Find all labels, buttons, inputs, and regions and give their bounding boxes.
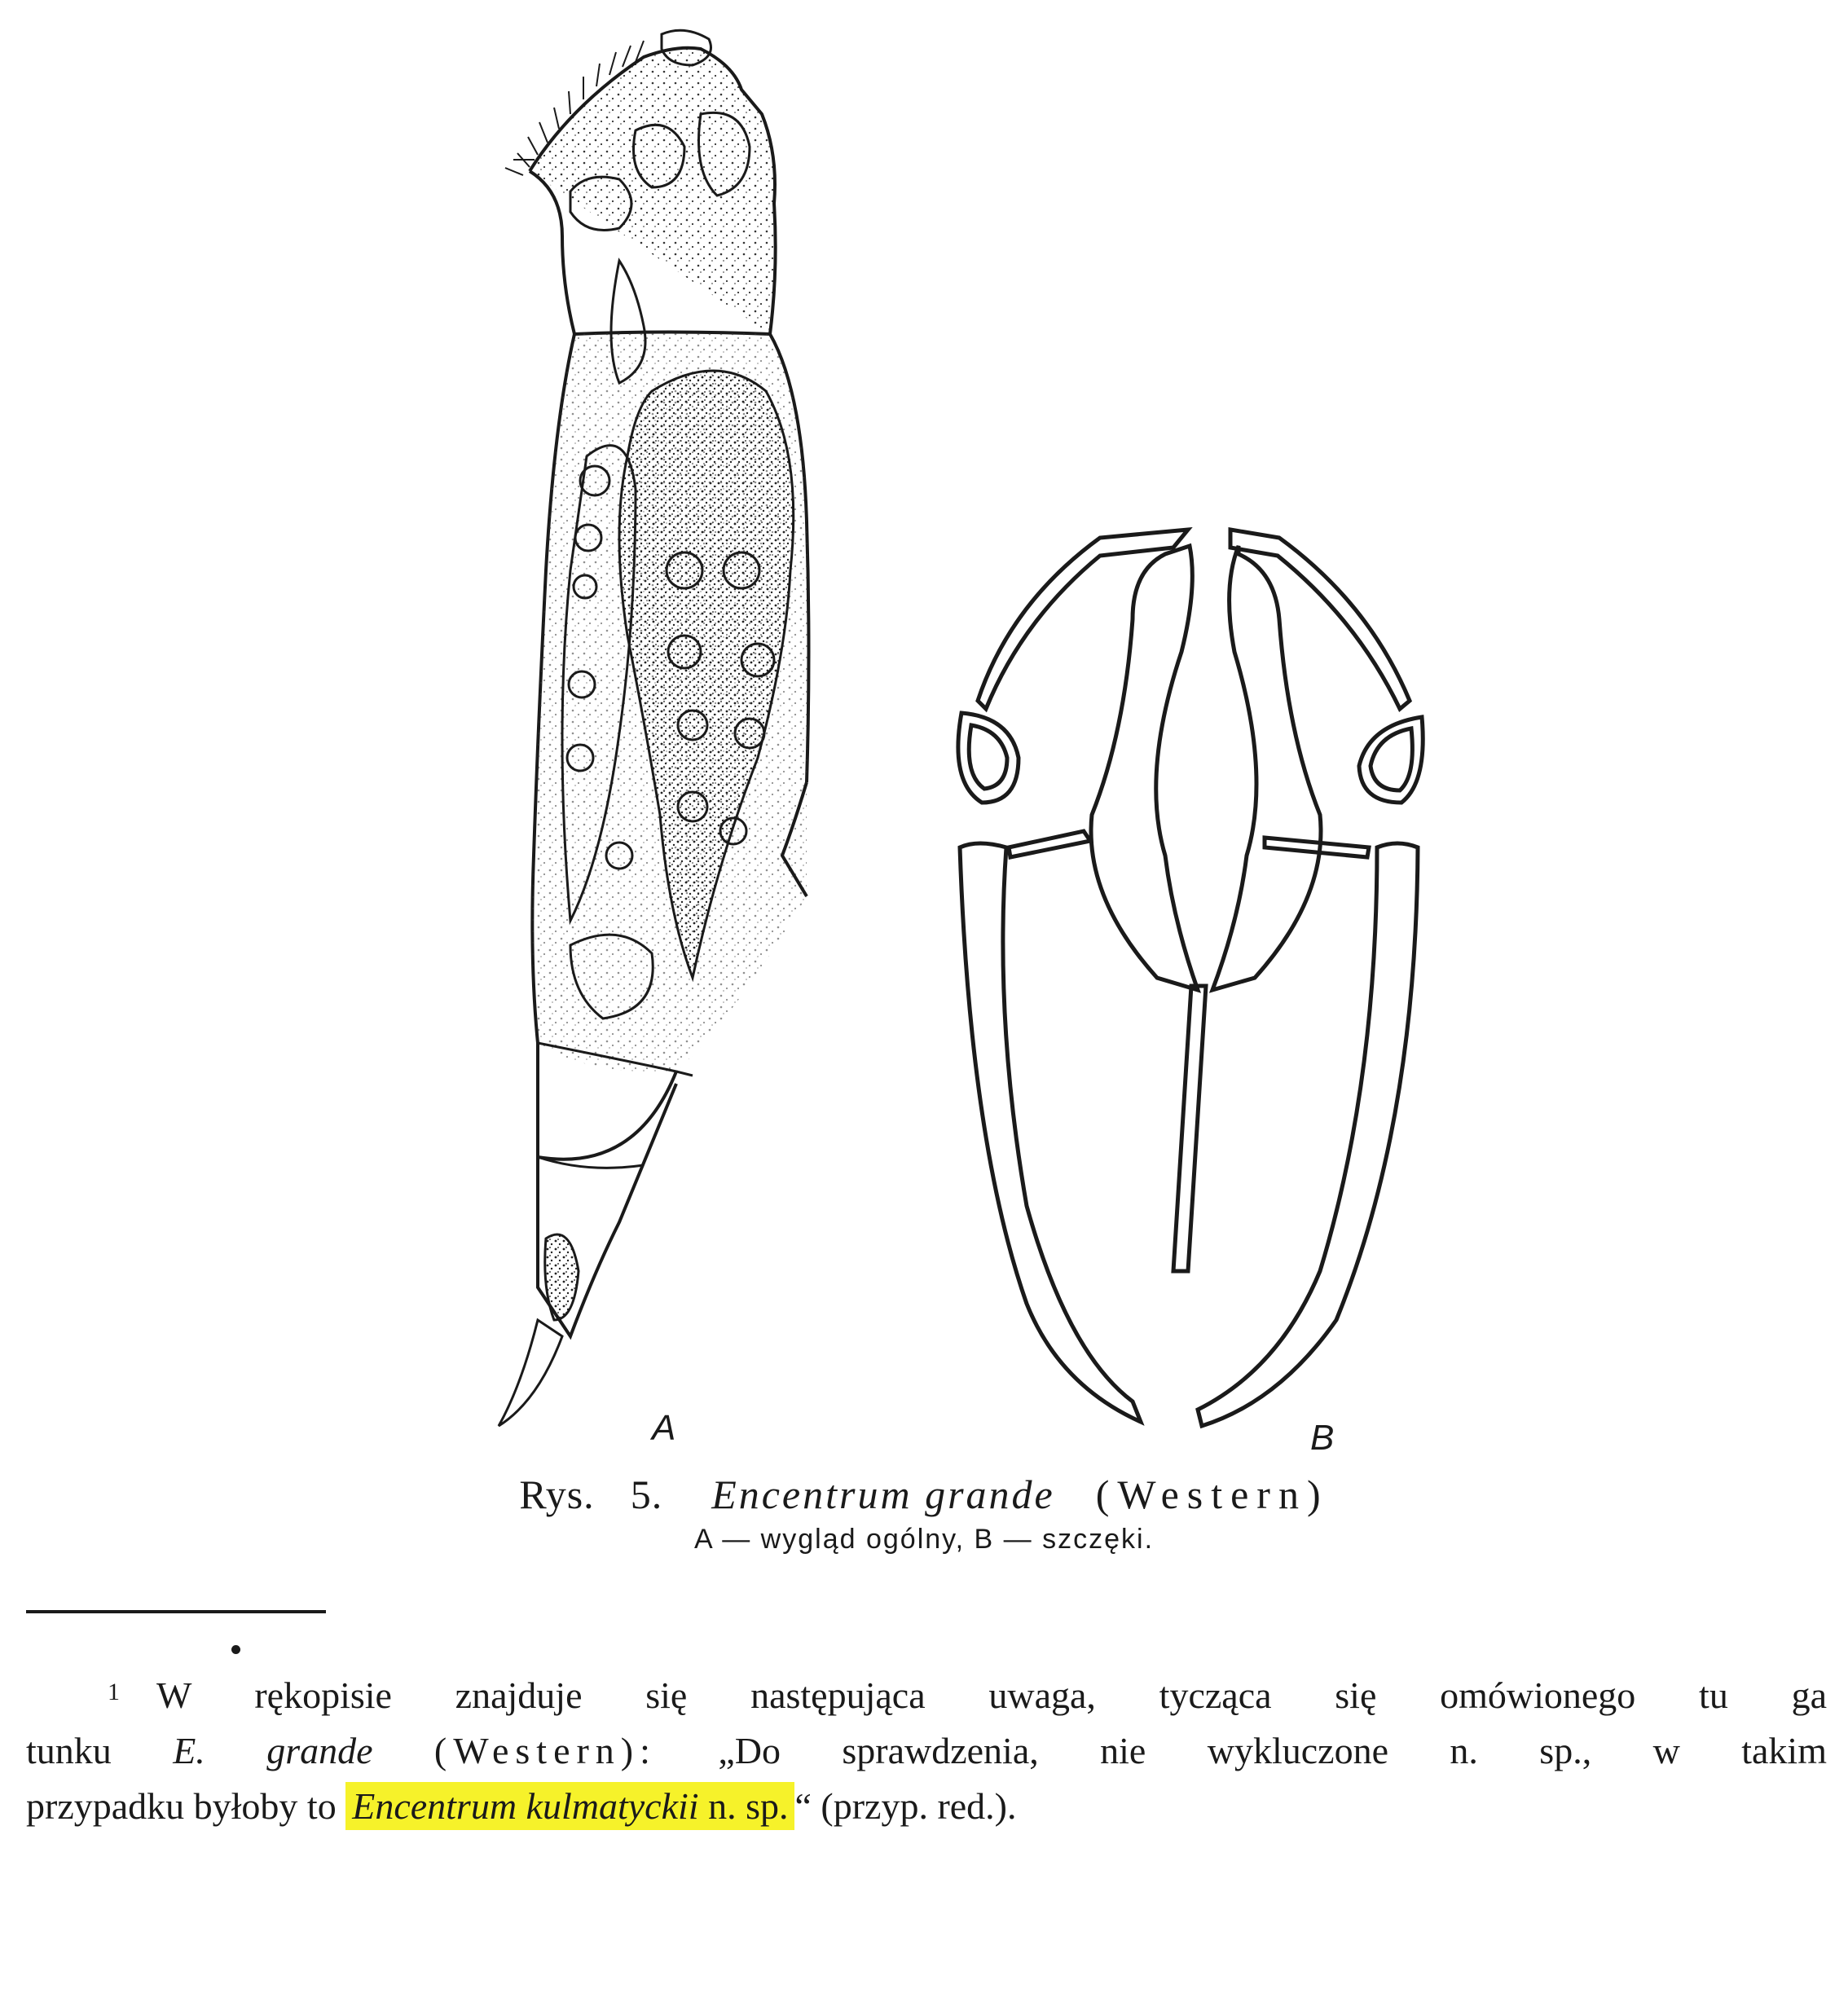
footnote-line2-author: (Western): [433,1730,657,1771]
footnote-dot [231,1645,240,1654]
caption-species: Encentrum grande [711,1472,1055,1517]
footnote-line3-suffix: “ (przyp. red.). [794,1785,1017,1827]
footnote-line-2 [26,1724,1827,1778]
footnote-line-3 [26,1780,1827,1833]
footnote-line3-prefix: przypadku byłoby to [26,1785,337,1827]
subcaption-a: A — wygląd ogólny, [693,1524,966,1555]
footnote-line2-prefix: tunku [26,1730,112,1771]
rotifer-body-drawing [499,30,809,1426]
footnote-rule [26,1610,326,1613]
caption-prefix: Rys. [519,1472,595,1517]
panel-b-label: B [1310,1418,1335,1458]
subcaption-b: B — szczęki. [974,1524,1155,1555]
footnote-line2-species: E. grande [173,1730,373,1771]
footnote-marker: 1 [108,1679,120,1705]
figure-caption [0,1471,1848,1518]
highlight-suffix: n. sp. [708,1785,789,1827]
figure-subcaption [0,1524,1848,1555]
caption-number: 5. [630,1472,663,1517]
caption-author: (Western) [1095,1472,1329,1517]
panel-a-label: A [652,1408,676,1448]
highlight-species: Encentrum kulmatyckii [352,1785,699,1827]
highlighted-species-name [345,1782,794,1830]
jaws-drawing [958,530,1423,1426]
footnote-line2-rest: „Do sprawdzenia, nie wykluczone n. sp., w takim [718,1730,1827,1771]
footnote-line-1 [26,1669,1827,1723]
footnote-line1-text: W rękopisie znajduje się następująca uwaga, tycząca się omówionego tu ga [156,1674,1827,1716]
